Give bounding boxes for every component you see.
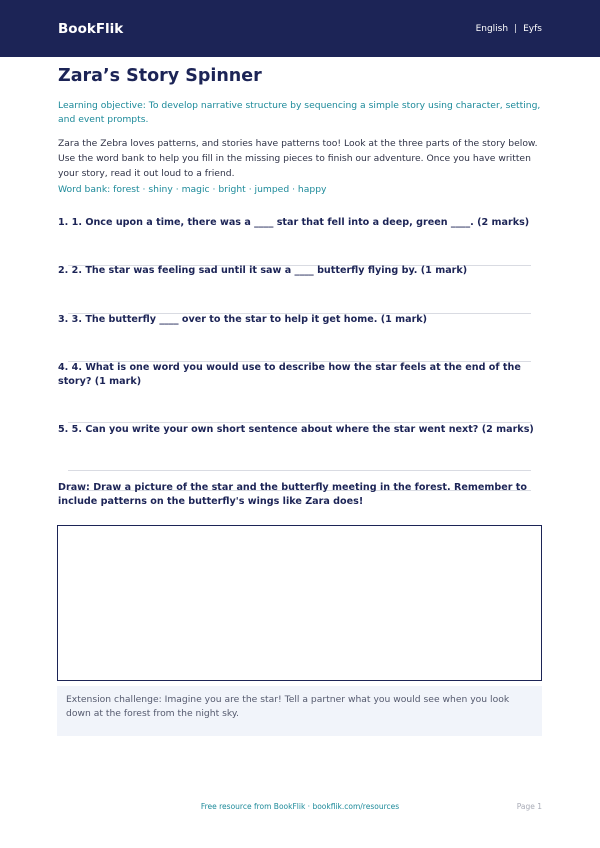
word-bank: Word bank: forest · shiny · magic · bright · jumped · happy (58, 184, 327, 195)
header-meta (476, 24, 542, 34)
question-5: 5. 5. Can you write your own short sentence about where the star went next? (2 marks) (58, 424, 534, 435)
page-number: Page 1 (516, 802, 542, 811)
extension-challenge: Extension challenge: Imagine you are the star! Tell a partner what you would see when you look down at the forest from the night sky. (57, 686, 542, 736)
learning-objective: Learning objective: To develop narrative structure by sequencing a simple story using character, setting, and event prompts. (58, 100, 541, 125)
question-2: 2. 2. The star was feeling sad until it saw a ____ butterfly flying by. (1 mark) (58, 265, 468, 276)
question-4: 4. 4. What is one word you would use to describe how the star feels at the end of the story? (1 mark) (58, 362, 521, 387)
question-3: 3. 3. The butterfly ____ over to the star to help it get home. (1 mark) (58, 314, 428, 325)
meta-separator: | (514, 23, 518, 34)
drawing-area[interactable] (57, 525, 542, 681)
draw-prompt: Draw: Draw a picture of the star and the butterfly meeting in the forest. Remember to include patterns on the butterfly's wings like Zara does! (58, 482, 527, 507)
language-label[interactable]: English (475, 23, 509, 34)
answer-line-5[interactable] (68, 470, 531, 471)
level-label[interactable]: Eyfs (523, 23, 542, 34)
page-title: Zara’s Story Spinner (58, 66, 262, 86)
brand-logo[interactable]: BookFlik (58, 20, 124, 37)
footer-credit[interactable]: Free resource from BookFlik · bookflik.com/resources (200, 802, 400, 811)
intro-text: Zara the Zebra loves patterns, and stories have patterns too! Look at the three parts of the story below. Use the word bank to help you fill in the missing pieces to finish our adventure. Once you have written your story, read it out loud to a friend. (58, 138, 538, 179)
site-header (0, 0, 600, 57)
question-1: 1. 1. Once upon a time, there was a ____ star that fell into a deep, green ____. (2 marks) (58, 217, 530, 228)
